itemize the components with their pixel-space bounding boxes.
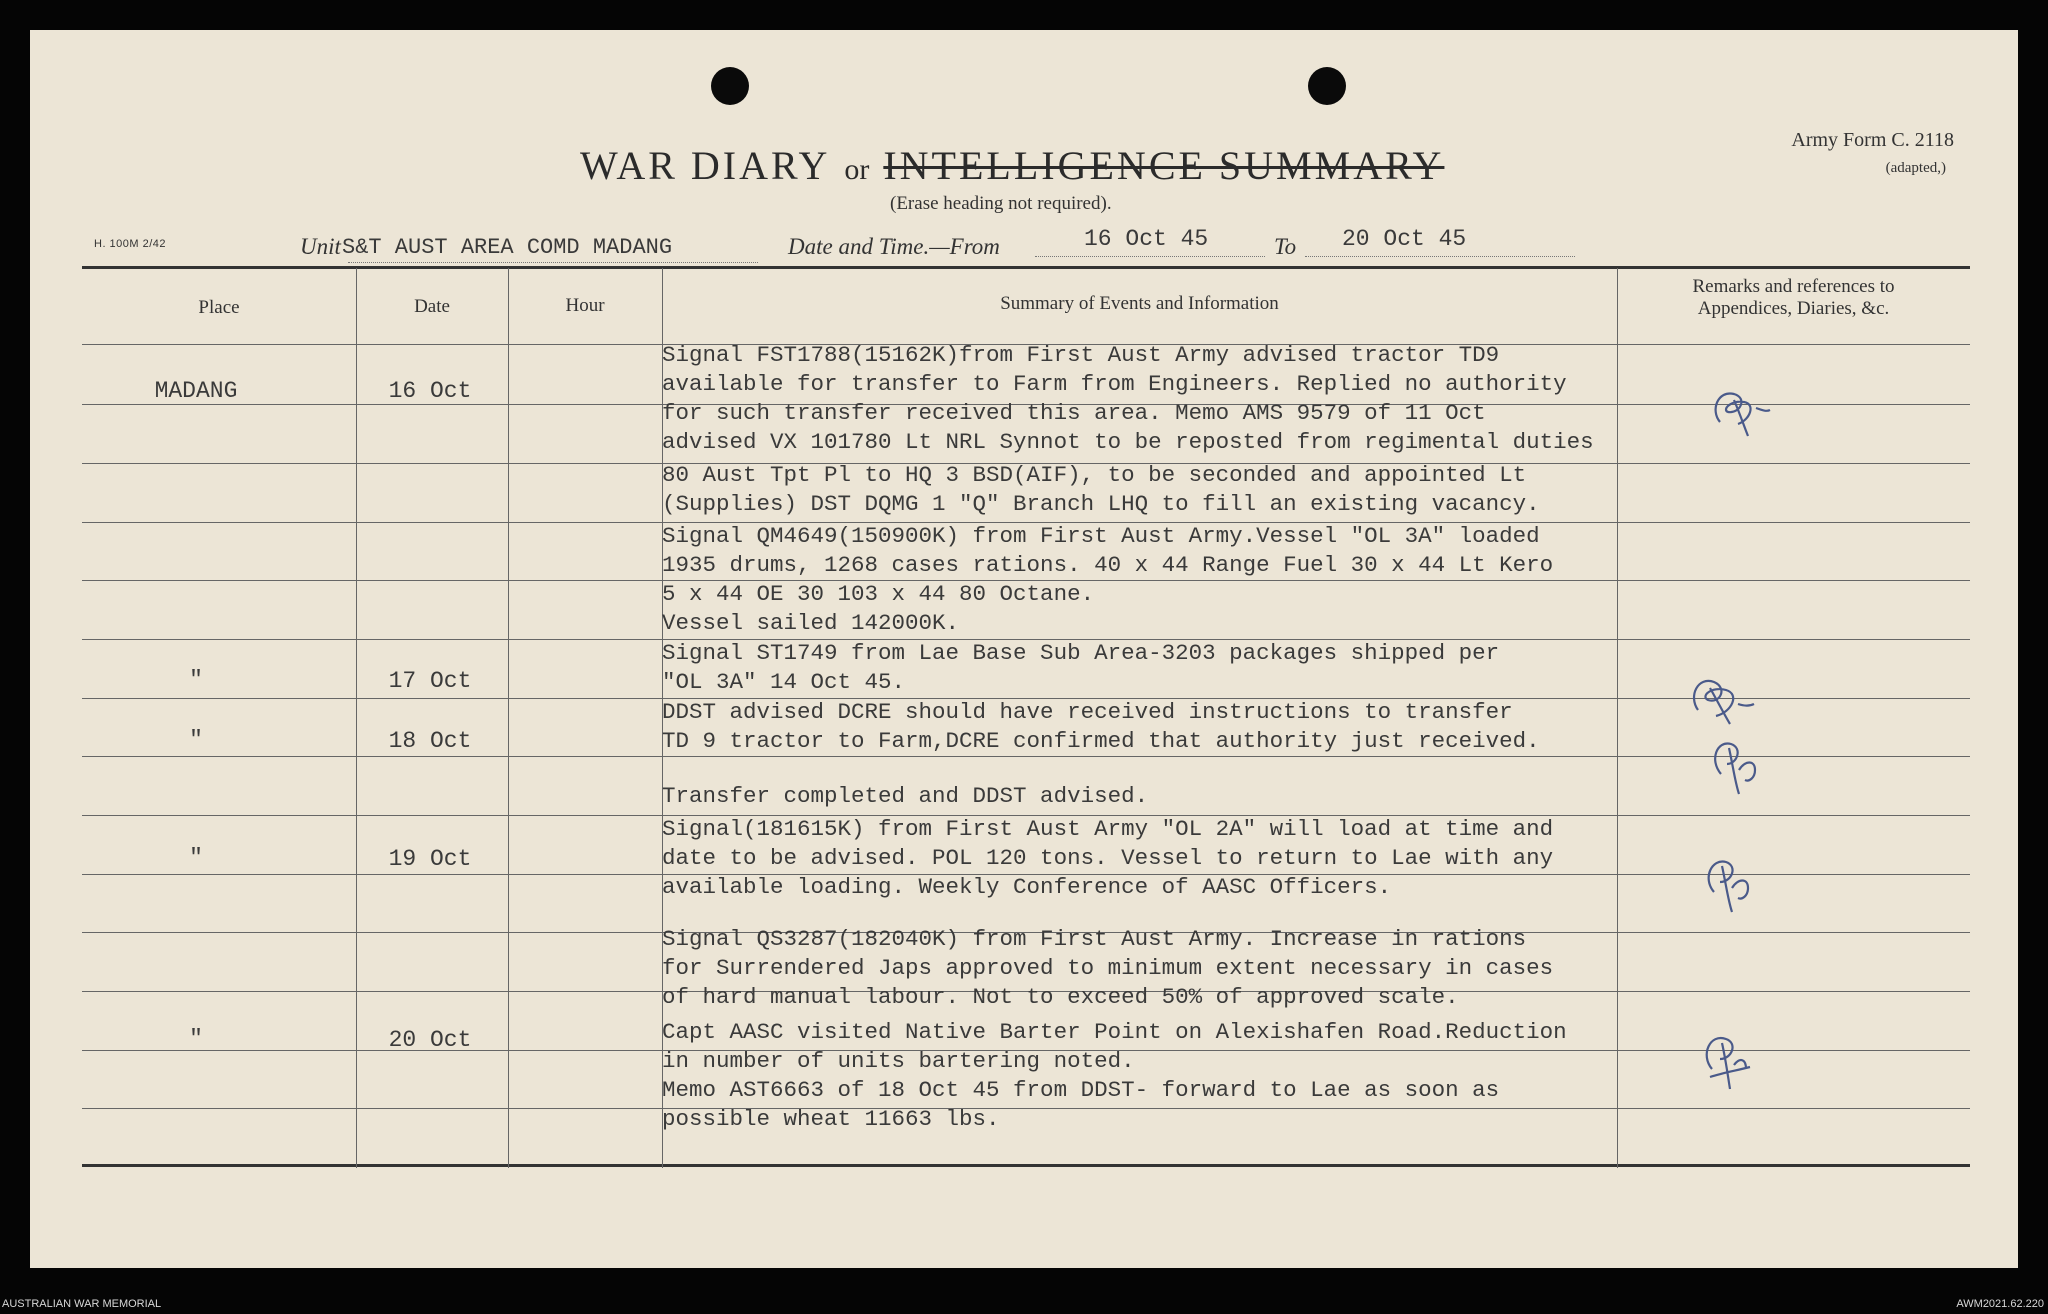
unit-value: S&T AUST AREA COMD MADANG	[342, 235, 673, 260]
to-dotline	[1305, 256, 1575, 257]
print-code: H. 100M 2/42	[94, 238, 167, 250]
title-main: WAR DIARY	[580, 143, 831, 188]
entry-place: "	[189, 845, 203, 871]
entry-summary	[662, 1018, 1567, 1076]
entry-date: 19 Oct	[388, 846, 472, 872]
col-header-hour: Hour	[565, 295, 605, 316]
summary-line: Transfer completed and DDST advised.	[662, 783, 1149, 809]
row-rule	[82, 756, 1970, 757]
summary-line: advised VX 101780 Lt NRL Synnot to be reposted from regimental duties	[662, 429, 1594, 455]
army-form-number: Army Form C. 2118	[1791, 129, 1954, 151]
summary-line: TD 9 tractor to Farm,DCRE confirmed that authority just received.	[662, 728, 1540, 754]
summary-line: 80 Aust Tpt Pl to HQ 3 BSD(AIF), to be seconded and appointed Lt	[662, 462, 1527, 488]
col-rule-summary	[1617, 268, 1618, 1168]
entry-summary	[662, 1076, 1499, 1134]
initials-signature-icon	[1690, 850, 1770, 920]
punch-hole-right	[1308, 67, 1346, 105]
entry-place: MADANG	[154, 378, 238, 404]
entry-summary	[662, 461, 1540, 519]
entry-summary	[662, 815, 1553, 902]
title-or: or	[844, 153, 870, 186]
entry-summary	[662, 925, 1553, 1012]
col-header-remarks	[1617, 276, 1970, 320]
summary-line: Capt AASC visited Native Barter Point on Alexishafen Road.Reduction	[662, 1019, 1567, 1045]
entry-date: 20 Oct	[388, 1027, 472, 1053]
army-form-ref	[1791, 126, 1954, 182]
summary-line: 1935 drums, 1268 cases rations. 40 x 44 Range Fuel 30 x 44 Lt Kero	[662, 552, 1554, 578]
entry-summary	[662, 522, 1553, 580]
date-to: 20 Oct 45	[1342, 226, 1467, 252]
summary-line: Memo AST6663 of 18 Oct 45 from DDST- forward to Lae as soon as	[662, 1077, 1500, 1103]
page-title	[580, 142, 1444, 189]
col-header-summary: Summary of Events and Information	[1000, 293, 1279, 314]
summary-line: DDST advised DCRE should have received instructions to transfer	[662, 699, 1513, 725]
table-top-rule	[82, 266, 1970, 269]
summary-line: Signal FST1788(15162K)from First Aust Army advised tractor TD9	[662, 342, 1500, 368]
summary-line: Signal QM4649(150900K) from First Aust Army.Vessel "OL 3A" loaded	[662, 523, 1540, 549]
summary-line: (Supplies) DST DQMG 1 "Q" Branch LHQ to fill an existing vacancy.	[662, 491, 1540, 517]
col-rule-date	[508, 268, 509, 1168]
col-header-remarks-line2: Appendices, Diaries, &c.	[1697, 298, 1890, 319]
summary-line: "OL 3A" 14 Oct 45.	[662, 669, 906, 695]
entry-summary	[662, 341, 1594, 457]
summary-line: for Surrendered Japs approved to minimum extent necessary in cases	[662, 955, 1554, 981]
footer-accession: AWM2021.62.220	[1956, 1298, 2044, 1310]
to-label: To	[1274, 234, 1297, 259]
entry-summary	[662, 782, 1148, 811]
summary-line: possible wheat 11663 lbs.	[662, 1106, 1000, 1132]
date-from: 16 Oct 45	[1084, 226, 1209, 252]
diary-sheet	[30, 30, 2018, 1268]
entry-summary	[662, 639, 1499, 697]
summary-line: 5 x 44 OE 30 103 x 44 80 Octane.	[662, 581, 1095, 607]
initials-signature-icon	[1680, 670, 1770, 730]
summary-line: in number of units bartering noted.	[662, 1048, 1135, 1074]
entry-date: 18 Oct	[388, 728, 472, 754]
entry-place: "	[189, 727, 203, 753]
army-form-adapted: (adapted,)	[1885, 160, 1946, 176]
initials-signature-icon	[1700, 380, 1790, 440]
summary-line: available for transfer to Farm from Engineers. Replied no authority	[662, 371, 1567, 397]
entry-summary	[662, 698, 1540, 756]
punch-hole-left	[711, 67, 749, 105]
summary-line: Vessel sailed 142000K.	[662, 610, 960, 636]
entry-summary	[662, 580, 1094, 638]
summary-line: available loading. Weekly Conference of AASC Officers.	[662, 874, 1392, 900]
entry-place: "	[189, 667, 203, 693]
erase-note: (Erase heading not required).	[890, 193, 1112, 214]
entry-place: "	[189, 1026, 203, 1052]
summary-line: Signal ST1749 from Lae Base Sub Area-3203 packages shipped per	[662, 640, 1500, 666]
unit-label: Unit	[300, 234, 341, 259]
entry-date: 16 Oct	[388, 378, 472, 404]
from-dotline	[1035, 256, 1265, 257]
initials-signature-icon	[1690, 1025, 1770, 1095]
entry-date: 17 Oct	[388, 668, 472, 694]
col-header-date: Date	[414, 296, 450, 317]
summary-line: for such transfer received this area. Memo AMS 9579 of 11 Oct	[662, 400, 1486, 426]
summary-line: date to be advised. POL 120 tons. Vessel to return to Lae with any	[662, 845, 1554, 871]
title-struck: INTELLIGENCE SUMMARY	[883, 143, 1445, 188]
col-header-place: Place	[198, 297, 240, 318]
footer-credit: AUSTRALIAN WAR MEMORIAL	[2, 1298, 162, 1310]
table-bottom-rule	[82, 1164, 1970, 1167]
summary-line: of hard manual labour. Not to exceed 50% of approved scale.	[662, 984, 1459, 1010]
date-label: Date and Time.—From	[788, 234, 1000, 259]
initials-signature-icon	[1695, 730, 1775, 800]
summary-line: Signal(181615K) from First Aust Army "OL 2A" will load at time and	[662, 816, 1554, 842]
col-header-remarks-line1: Remarks and references to	[1692, 276, 1895, 297]
unit-dotline	[348, 262, 758, 263]
summary-line: Signal QS3287(182040K) from First Aust Army. Increase in rations	[662, 926, 1527, 952]
